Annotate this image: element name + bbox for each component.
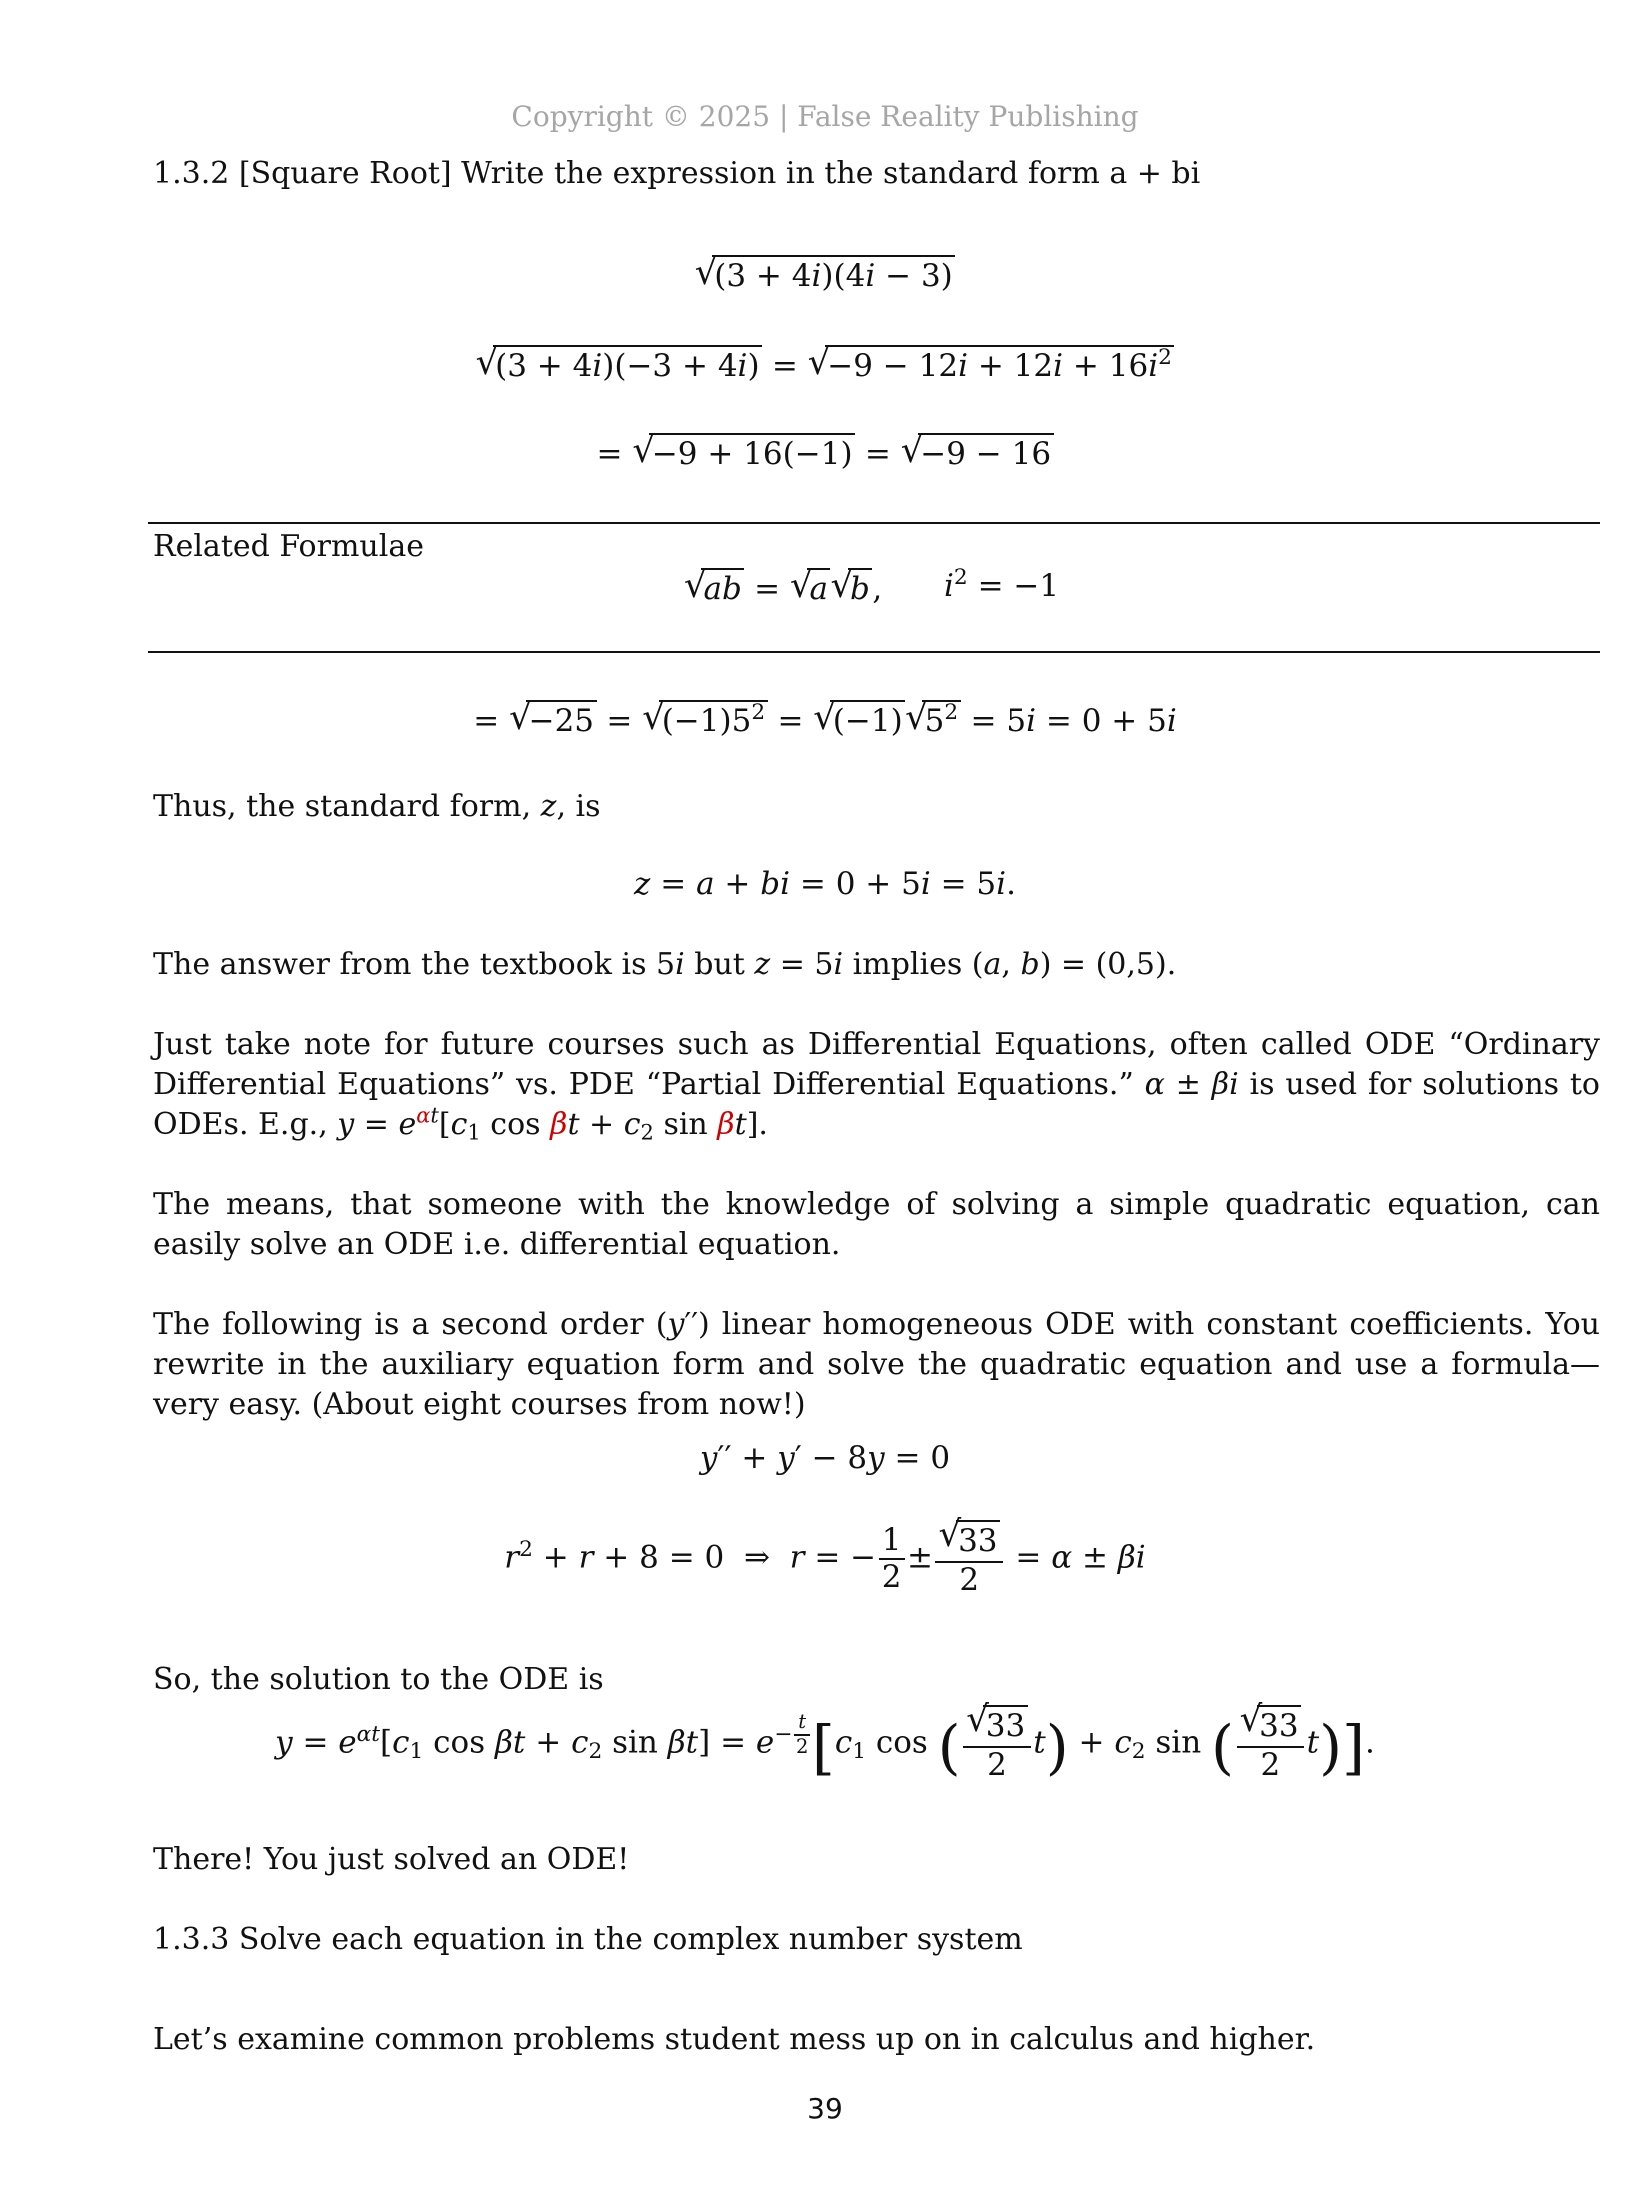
equation-step-1: √ (3 + 4i)(−3 + 4i) = √ $-9 - 12i + 12i + 16i^2$: [0, 345, 1650, 386]
solution-intro: So, the solution to the ODE is: [153, 1662, 604, 1697]
second-order-paragraph: The following is a second order (y′′) linear homogeneous ODE with constant coefficients. You rewrite in the auxiliary equation form and solve the quadratic equation and use a formula—very easy. (About eight courses from now!): [153, 1307, 1601, 1422]
equation-ode: y′′ + y′ − 8y = 0: [699, 1440, 951, 1476]
section-heading-1-3-3: 1.3.3 Solve each equation in the complex number system: [153, 1922, 1023, 1957]
ode-note-paragraph: Just take note for future courses such as Differential Equations, often called ODE “Ordinary Differential Equations” vs. PDE “Partial Differential Equations.” α ± βi is used for solutions to ODEs. E.g., $y = e^{\alpha t}[c_1$ $\cos \beta t + c_2$ sin βt].: [153, 1027, 1600, 1145]
equation-solution: $y = e^{\alpha t}[c_1$ $\cos \beta t + c_2$ $\sin \beta t] = e^{- \frac{t}{2}}$ [$c_1$ cos ( √ $\frac{33}{2}$ $t) + c_2$ sin ( √ $\frac{33}{2}$ t)].: [0, 1705, 1650, 1783]
section-heading-1-3-2: 1.3.2 [Square Root] Write the expression in the standard form a + bi: [153, 156, 1201, 191]
common-problems-sentence: Let’s examine common problems student mess up on in calculus and higher.: [153, 2022, 1316, 2057]
textbook-answer: The answer from the textbook is 5i but z = 5i implies (a, b) = (0,5).: [153, 947, 1177, 982]
copyright-header: Copyright © 2025 | False Reality Publishing: [511, 100, 1139, 133]
related-formulae-label: Related Formulae: [153, 529, 424, 564]
equation-auxiliary: $r^2 + r + 8 = 0$ ⇒ r = − $\frac{1}{2}$ ± √ $\frac{33}{2}$ = α ± βi: [0, 1520, 1650, 1598]
page-number: 39: [807, 2092, 843, 2125]
equation-problem: √ (3 + 4i)(4i − 3): [0, 255, 1650, 296]
equation-step-2: = √ −9 + 16(−1) = √ −9 − 16: [0, 433, 1650, 474]
means-paragraph: The means, that someone with the knowledge of solving a simple quadratic equation, can easily solve an ODE i.e. differential equation.: [153, 1187, 1600, 1262]
standard-form-intro: Thus, the standard form, z, is: [153, 789, 601, 824]
equation-standard-form: z = a + bi = 0 + 5i = 5i.: [634, 866, 1016, 902]
related-formula-i-squared: $i^2 = -1$: [944, 565, 1060, 604]
bottom-divider: [148, 651, 1600, 653]
equation-step-3: = √ −25 = √ $(-1)5^2$ = √ (−1)√ $5^2 = 5i = 0 + 5i$: [0, 700, 1650, 741]
related-formula-sqrt-product: √ ab = √ a√ b,: [684, 568, 882, 609]
top-divider: [148, 522, 1600, 524]
there-sentence: There! You just solved an ODE!: [153, 1842, 630, 1877]
